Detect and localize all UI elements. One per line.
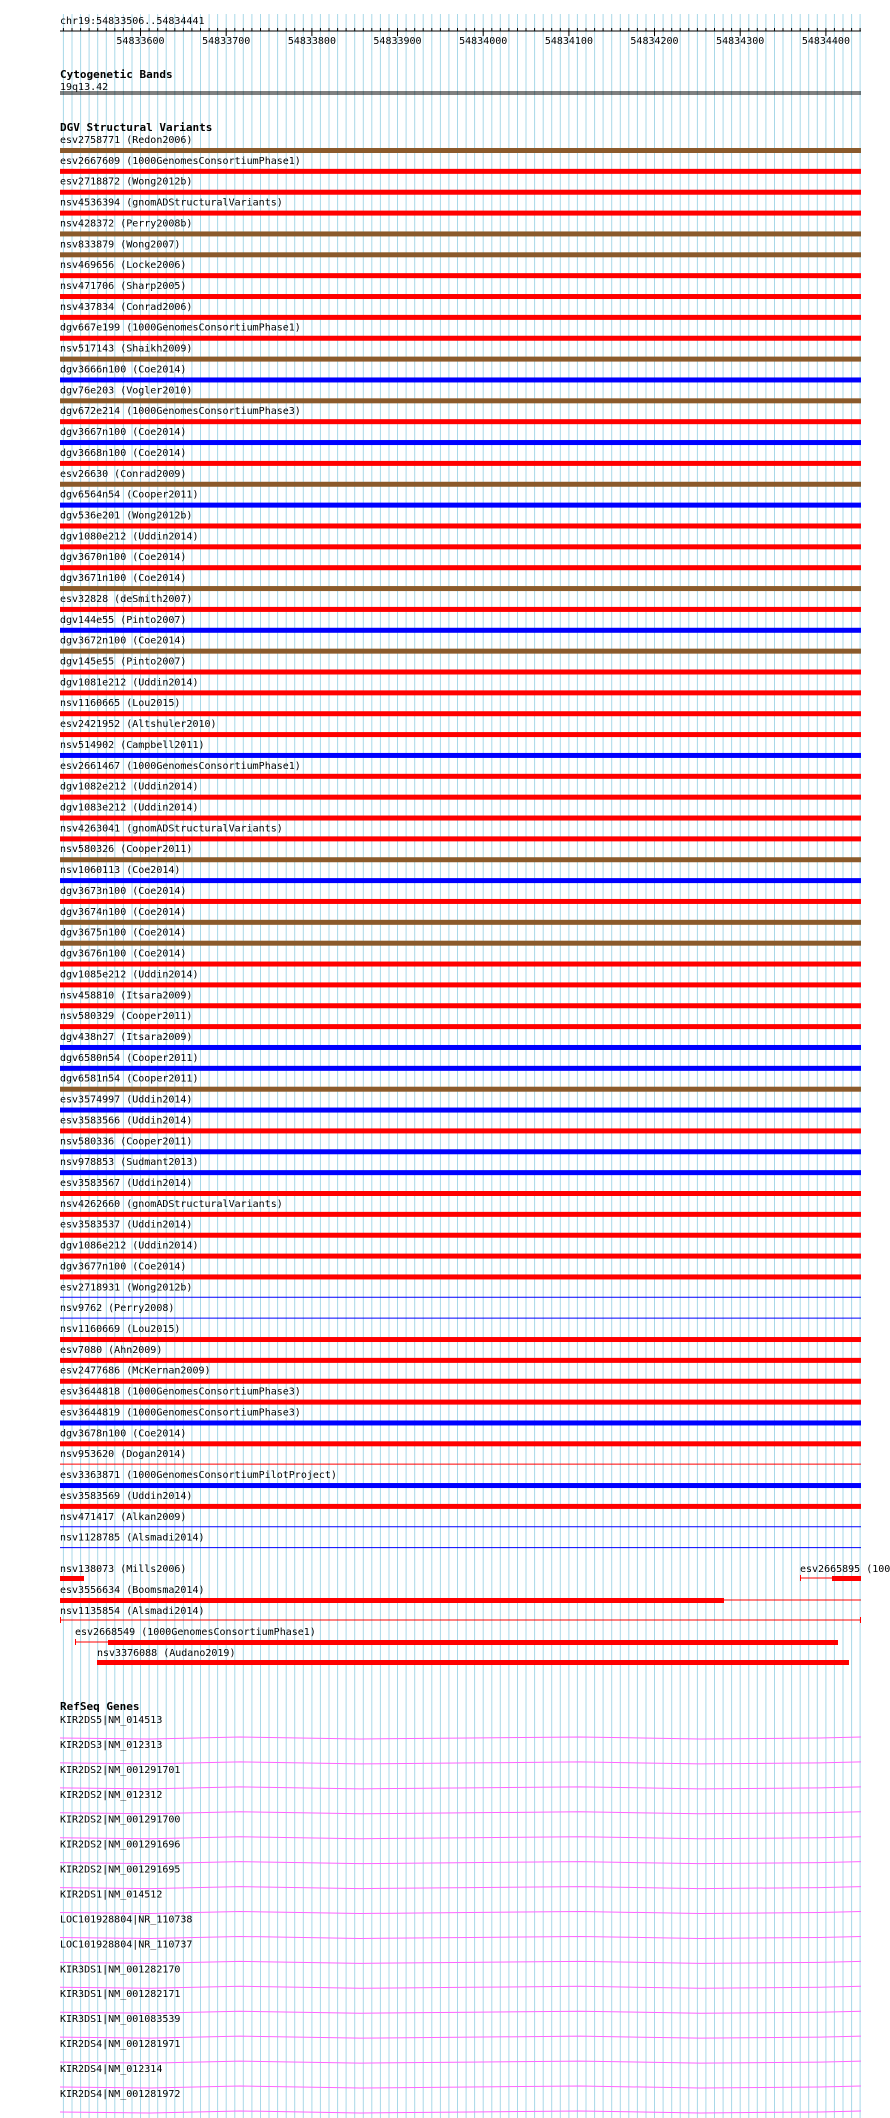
ruler-tick-label: 54833700 (202, 36, 251, 47)
dgv-variant-row[interactable] (60, 969, 861, 987)
dgv-variant-label: dgv3668n100 (Coe2014) (60, 447, 187, 459)
dgv-variant-bar (60, 774, 861, 779)
dgv-variant-label: esv7080 (Ahn2009) (60, 1344, 163, 1356)
dgv-variant-label: nsv4536394 (gnomADStructuralVariants) (60, 197, 283, 209)
dgv-variant-label: nsv978853 (Sudmant2013) (60, 1157, 199, 1169)
dgv-variant-label: esv3556634 (Boomsma2014) (60, 1585, 205, 1596)
dgv-variant-label: nsv471417 (Alkan2009) (60, 1511, 187, 1523)
dgv-variant-bar (60, 190, 861, 195)
dgv-variant-label: dgv3678n100 (Coe2014) (60, 1428, 187, 1440)
dgv-variant-row[interactable] (60, 323, 861, 341)
dgv-variant-bar (60, 211, 861, 216)
dgv-variant-label: dgv3675n100 (Coe2014) (60, 927, 187, 939)
dgv-variant-bar (60, 586, 861, 591)
dgv-variant-label: esv3583569 (Uddin2014) (60, 1490, 193, 1502)
dgv-variant-label: nsv580326 (Cooper2011) (60, 844, 193, 856)
dgv-variant-bar (60, 1212, 861, 1217)
dgv-variant-label: dgv6564n54 (Cooper2011) (60, 489, 199, 501)
dgv-variant-label: dgv145e55 (Pinto2007) (60, 656, 187, 668)
dgv-variant-label: nsv1135854 (Alsmadi2014) (60, 1606, 205, 1617)
dgv-variant-bar (60, 1191, 861, 1196)
dgv-variant-label: esv3363871 (1000GenomesConsortiumPilotProject) (60, 1470, 337, 1482)
dgv-variant-row[interactable] (60, 677, 861, 695)
dgv-variant-bar (60, 1170, 861, 1175)
dgv-variant-label: esv2718872 (Wong2012b) (60, 176, 193, 188)
refseq-gene-line (60, 1936, 861, 1938)
dgv-variant-bar (60, 1045, 861, 1050)
dgv-variant-row[interactable] (60, 239, 861, 257)
dgv-variant-bar (60, 607, 861, 612)
dgv-variant-label: dgv3666n100 (Coe2014) (60, 364, 187, 376)
dgv-variant-label: dgv1080e212 (Uddin2014) (60, 531, 199, 543)
dgv-variant-label: nsv1160665 (Lou2015) (60, 698, 181, 710)
dgv-variant-row[interactable] (60, 1178, 861, 1196)
dgv-variant-bar (60, 753, 861, 758)
refseq-gene-label: KIR2DS2|NM_012312 (60, 1789, 163, 1801)
dgv-variant-row[interactable] (60, 1533, 861, 1548)
dgv-variant-label: esv32828 (deSmith2007) (60, 593, 193, 605)
refseq-gene-line (60, 2061, 861, 2063)
dgv-variant-bar (60, 419, 861, 424)
dgv-variant-row[interactable] (60, 949, 861, 967)
refseq-title: RefSeq Genes (60, 1700, 140, 1713)
refseq-gene-row[interactable] (60, 2039, 861, 2063)
dgv-variant-row[interactable] (60, 573, 861, 591)
refseq-gene-line (60, 1762, 861, 1764)
dgv-variant-row[interactable] (60, 1136, 861, 1154)
refseq-gene-label: KIR2DS4|NM_001281971 (60, 2039, 181, 2051)
dgv-variant-bar (97, 1660, 849, 1665)
dgv-variant-row[interactable] (60, 385, 861, 403)
refseq-gene-line (60, 1862, 861, 1864)
dgv-rows (60, 135, 861, 1548)
dgv-variant-row[interactable] (60, 364, 861, 382)
dgv-variant-row[interactable] (60, 657, 861, 675)
refseq-gene-label: LOC101928804|NR_110737 (60, 1939, 193, 1951)
dgv-variant-bar (60, 461, 861, 466)
dgv-variant-bar (60, 565, 861, 570)
dgv-variant-row[interactable] (60, 1470, 861, 1488)
dgv-variant-label: esv3583566 (Uddin2014) (60, 1115, 193, 1127)
dgv-variant-row[interactable] (60, 218, 861, 236)
refseq-gene-row[interactable] (60, 1865, 861, 1889)
dgv-variant-label: esv2667609 (1000GenomesConsortiumPhase1) (60, 155, 301, 167)
refseq-gene-line (60, 1837, 861, 1839)
dgv-variant-bar (60, 1483, 861, 1488)
refseq-gene-label: KIR3DS1|NM_001083539 (60, 2014, 181, 2026)
cytogenetic-band-label: 19q13.42 (60, 82, 109, 93)
dgv-variant-bar (60, 1379, 861, 1384)
dgv-variant-row[interactable] (60, 1032, 861, 1050)
dgv-variant-label: esv2477686 (McKernan2009) (60, 1365, 211, 1377)
dgv-variant-bar (60, 941, 861, 946)
dgv-variant-row[interactable] (60, 698, 861, 716)
dgv-variant-label: dgv3673n100 (Coe2014) (60, 885, 187, 897)
dgv-variant-row[interactable] (60, 761, 861, 779)
dgv-variant-label: nsv953620 (Dogan2014) (60, 1449, 187, 1461)
dgv-variant-bar (60, 690, 861, 695)
dgv-variant-row[interactable] (60, 615, 861, 633)
dgv-variant-row[interactable] (60, 469, 861, 487)
dgv-variant-label: dgv3667n100 (Coe2014) (60, 427, 187, 439)
dgv-variant-label: esv3583567 (Uddin2014) (60, 1178, 193, 1189)
dgv-variant-row[interactable] (60, 1241, 861, 1259)
dgv-variant-bar (60, 294, 861, 299)
refseq-gene-row[interactable] (60, 1815, 861, 1839)
dgv-variant-row[interactable] (60, 281, 861, 299)
refseq-gene-line (60, 1912, 861, 1914)
dgv-variant-label: nsv458810 (Itsara2009) (60, 990, 193, 1002)
dgv-variant-bar (60, 836, 861, 841)
dgv-variant-label: dgv3676n100 (Coe2014) (60, 948, 187, 960)
dgv-variant-label: dgv3670n100 (Coe2014) (60, 552, 187, 564)
dgv-variant-label: esv3583537 (Uddin2014) (60, 1219, 193, 1231)
dgv-variant-row[interactable] (60, 719, 861, 737)
dgv-variant-row[interactable] (60, 510, 861, 528)
dgv-variant-bar (60, 315, 861, 320)
dgv-variant-bar (60, 503, 861, 508)
dgv-variant-bar (60, 252, 861, 257)
dgv-variant-row[interactable] (60, 823, 861, 841)
dgv-variant-label: nsv514902 (Campbell2011) (60, 739, 205, 751)
refseq-gene-row[interactable] (60, 1740, 861, 1764)
dgv-variant-row[interactable] (60, 1095, 861, 1113)
dgv-variant-bar (60, 231, 861, 236)
dgv-variant-bar (60, 962, 861, 967)
refseq-gene-line (60, 2111, 861, 2113)
dgv-variant-bar (60, 920, 861, 925)
dgv-variant-row[interactable] (60, 406, 861, 424)
dgv-variant-row[interactable] (60, 740, 861, 758)
dgv-variant-row[interactable] (60, 865, 861, 883)
ruler-tick-label: 54833900 (373, 36, 422, 47)
dgv-variant-bar (60, 1576, 84, 1581)
dgv-variant-bar (60, 1358, 861, 1363)
dgv-variant-bar (60, 482, 861, 487)
refseq-gene-label: KIR2DS3|NM_012313 (60, 1739, 163, 1751)
dgv-variant-label: esv3574997 (Uddin2014) (60, 1094, 193, 1106)
dgv-variant-bar (60, 878, 861, 883)
dgv-variant-row[interactable] (60, 552, 861, 570)
refseq-gene-row[interactable] (60, 1939, 861, 1963)
dgv-variant-row[interactable] (60, 490, 861, 508)
dgv-variant-bar (60, 795, 861, 800)
dgv-variant-bar (60, 1254, 861, 1259)
dgv-variant-row[interactable] (97, 1648, 849, 1665)
dgv-variant-bar (60, 1337, 861, 1342)
dgv-variant-row[interactable] (60, 156, 861, 174)
dgv-variant-row[interactable] (60, 1491, 861, 1509)
dgv-variant-row[interactable] (60, 1585, 861, 1603)
dgv-variant-label: nsv4262660 (gnomADStructuralVariants) (60, 1198, 283, 1210)
dgv-variant-bar (60, 1420, 861, 1425)
dgv-variant-label: esv2665895 (100 (800, 1564, 890, 1575)
dgv-variant-label: dgv672e214 (1000GenomesConsortiumPhase3) (60, 406, 301, 418)
refseq-gene-row[interactable] (60, 1890, 861, 1914)
dgv-variant-bar (60, 1598, 724, 1603)
dgv-variant-bar (60, 1066, 861, 1071)
refseq-gene-line (60, 2036, 861, 2038)
dgv-variant-bar (60, 628, 861, 633)
dgv-variant-label: dgv1081e212 (Uddin2014) (60, 677, 199, 689)
refseq-gene-line (60, 1887, 861, 1889)
dgv-variant-label: dgv76e203 (Vogler2010) (60, 385, 193, 397)
ruler-tick-label: 54833800 (287, 36, 336, 47)
dgv-variant-row[interactable] (60, 636, 861, 654)
dgv-variant-label: esv2758771 (Redon2006) (60, 135, 193, 146)
dgv-variant-label: nsv580336 (Cooper2011) (60, 1136, 193, 1148)
dgv-variant-row[interactable] (60, 594, 861, 612)
dgv-variant-row[interactable] (60, 1282, 861, 1297)
dgv-variant-bar (60, 1128, 861, 1133)
dgv-variant-label: dgv536e201 (Wong2012b) (60, 510, 193, 522)
dgv-variant-row[interactable] (60, 448, 861, 466)
dgv-variant-row[interactable] (60, 531, 861, 549)
dgv-variant-label: esv2668549 (1000GenomesConsortiumPhase1) (75, 1627, 316, 1638)
dgv-variant-bar (60, 649, 861, 654)
refseq-gene-label: KIR3DS1|NM_001282171 (60, 1989, 181, 2001)
dgv-variant-row[interactable] (60, 427, 861, 445)
dgv-variant-label: nsv1128785 (Alsmadi2014) (60, 1532, 205, 1544)
dgv-variant-bar (60, 357, 861, 362)
dgv-variant-bar (60, 273, 861, 278)
dgv-variant-bar (60, 982, 861, 987)
refseq-gene-row[interactable] (60, 1914, 861, 1938)
refseq-gene-line (60, 1737, 861, 1739)
dgv-variant-bar (60, 169, 861, 174)
dgv-variant-bar (60, 1441, 861, 1446)
dgv-variant-bar (60, 1087, 861, 1092)
dgv-variant-label: nsv9762 (Perry2008) (60, 1303, 175, 1315)
dgv-variant-bar (60, 857, 861, 862)
dgv-variant-row[interactable] (60, 302, 861, 320)
dgv-variant-bar (60, 899, 861, 904)
ruler-tick-label: 54833600 (116, 36, 165, 47)
dgv-title: DGV Structural Variants (60, 121, 213, 134)
dgv-variant-bar (60, 732, 861, 737)
dgv-variant-bar (60, 148, 861, 153)
dgv-variant-label: esv3644819 (1000GenomesConsortiumPhase3) (60, 1407, 301, 1419)
dgv-variant-label: nsv1060113 (Coe2014) (60, 865, 181, 877)
dgv-variant-row[interactable] (60, 1261, 861, 1279)
dgv-variant-bar (60, 544, 861, 549)
refseq-gene-line (60, 1812, 861, 1814)
dgv-variant-bar (60, 336, 861, 341)
refseq-gene-line (60, 2086, 861, 2088)
dgv-variant-bar (60, 1108, 861, 1113)
dgv-variant-row[interactable] (60, 1115, 861, 1133)
dgv-variant-label: dgv667e199 (1000GenomesConsortiumPhase1) (60, 322, 301, 334)
gene-rows (60, 1715, 861, 2113)
dgv-variant-label: dgv3671n100 (Coe2014) (60, 573, 187, 585)
dgv-variant-label: dgv6580n54 (Cooper2011) (60, 1052, 199, 1064)
dgv-variant-label: dgv3674n100 (Coe2014) (60, 906, 187, 918)
refseq-gene-label: KIR2DS4|NM_012314 (60, 2064, 163, 2076)
dgv-variant-label: nsv428372 (Perry2008b) (60, 218, 193, 230)
dgv-variant-row[interactable] (60, 844, 861, 862)
refseq-gene-row[interactable] (60, 1765, 861, 1789)
dgv-variant-row[interactable] (60, 803, 861, 821)
refseq-gene-label: KIR2DS2|NM_001291696 (60, 1839, 181, 1851)
dgv-variant-row[interactable] (60, 1387, 861, 1405)
dgv-variant-label: nsv138073 (Mills2006) (60, 1564, 187, 1575)
dgv-variant-row[interactable] (60, 344, 861, 362)
dgv-variant-row[interactable] (60, 177, 861, 195)
dgv-variant-label: nsv1160669 (Lou2015) (60, 1324, 181, 1336)
dgv-variant-row[interactable] (60, 907, 861, 925)
ruler-tick-label: 54834400 (801, 36, 850, 47)
dgv-variant-label: nsv580329 (Cooper2011) (60, 1011, 193, 1023)
refseq-gene-label: KIR2DS2|NM_001291700 (60, 1814, 181, 1826)
ruler-tick-label: 54834200 (630, 36, 679, 47)
refseq-gene-row[interactable] (60, 1715, 861, 1739)
refseq-gene-label: KIR2DS2|NM_001291695 (60, 1864, 181, 1876)
ruler-tick-label: 54834100 (544, 36, 593, 47)
dgv-variant-bar (60, 1274, 861, 1279)
dgv-variant-row[interactable] (60, 1428, 861, 1446)
dgv-variant-row[interactable] (60, 1199, 861, 1217)
location-label: chr19:54833506..54834441 (60, 16, 205, 27)
dgv-variant-label: nsv469656 (Locke2006) (60, 260, 187, 272)
dgv-variant-row[interactable] (60, 782, 861, 800)
dgv-variant-bar (60, 440, 861, 445)
dgv-variant-label: dgv1082e212 (Uddin2014) (60, 781, 199, 793)
dgv-variant-label: dgv3672n100 (Coe2014) (60, 635, 187, 647)
dgv-variant-bar (60, 816, 861, 821)
dgv-variant-row[interactable] (60, 886, 861, 904)
dgv-variant-row[interactable] (60, 1407, 861, 1425)
dgv-variant-label: nsv4263041 (gnomADStructuralVariants) (60, 823, 283, 835)
ruler-tick-label: 54834000 (459, 36, 508, 47)
dgv-variant-row[interactable] (60, 260, 861, 278)
refseq-gene-label: LOC101928804|NR_110738 (60, 1914, 193, 1926)
dgv-variant-row[interactable] (60, 198, 861, 216)
dgv-variant-row[interactable] (60, 1449, 861, 1464)
dgv-variant-bar (60, 711, 861, 716)
dgv-variant-label: nsv3376088 (Audano2019) (97, 1648, 236, 1659)
dgv-variant-bar (60, 670, 861, 675)
ruler-tick-label: 54834300 (716, 36, 765, 47)
dgv-variant-label: nsv517143 (Shaikh2009) (60, 343, 193, 355)
refseq-track (60, 1700, 861, 2113)
dgv-variant-label: dgv1086e212 (Uddin2014) (60, 1240, 199, 1252)
dgv-variant-label: dgv144e55 (Pinto2007) (60, 614, 187, 626)
dgv-variant-label: dgv1083e212 (Uddin2014) (60, 802, 199, 814)
dgv-variant-bar (60, 1400, 861, 1405)
dgv-variant-bar (60, 1003, 861, 1008)
refseq-gene-row[interactable] (60, 1840, 861, 1864)
dgv-variant-row[interactable] (60, 1303, 861, 1318)
dgv-variant-bar (60, 1149, 861, 1154)
refseq-gene-line (60, 1986, 861, 1988)
dgv-variant-bar (60, 377, 861, 382)
dgv-variant-bar (60, 523, 861, 528)
dgv-variant-bar (108, 1640, 838, 1645)
dgv-variant-label: esv2661467 (1000GenomesConsortiumPhase1) (60, 760, 301, 772)
refseq-gene-label: KIR3DS1|NM_001282170 (60, 1964, 181, 1976)
dgv-variant-label: nsv471706 (Sharp2005) (60, 281, 187, 293)
refseq-gene-line (60, 2011, 861, 2013)
cytogenetic-title: Cytogenetic Bands (60, 68, 173, 81)
dgv-variant-bar (60, 1024, 861, 1029)
dgv-variant-label: esv26630 (Conrad2009) (60, 468, 187, 480)
refseq-gene-row[interactable] (60, 2014, 861, 2038)
ruler-track (60, 16, 861, 47)
dgv-variant-row[interactable] (60, 135, 861, 153)
dgv-variant-row[interactable] (800, 1564, 890, 1581)
dgv-variant-label: dgv1085e212 (Uddin2014) (60, 969, 199, 981)
refseq-gene-row[interactable] (60, 1964, 861, 1988)
dgv-variant-label: nsv833879 (Wong2007) (60, 239, 181, 251)
refseq-gene-row[interactable] (60, 1989, 861, 2013)
dgv-variant-row[interactable] (60, 1606, 861, 1623)
dgv-variant-row[interactable] (60, 1053, 861, 1071)
dgv-variant-row[interactable] (60, 1157, 861, 1175)
dgv-variant-row[interactable] (60, 928, 861, 946)
refseq-gene-line (60, 1787, 861, 1789)
dgv-variant-row[interactable] (60, 990, 861, 1008)
refseq-gene-line (60, 1961, 861, 1963)
dgv-variant-row[interactable] (60, 1345, 861, 1363)
refseq-gene-label: KIR2DS5|NM_014513 (60, 1715, 163, 1726)
cytogenetic-track (60, 68, 861, 94)
dgv-variant-bar (60, 1504, 861, 1509)
dgv-variant-row[interactable] (60, 1011, 861, 1029)
dgv-variant-bar (832, 1576, 861, 1581)
dgv-variant-bar (60, 398, 861, 403)
dgv-variant-label: dgv3677n100 (Coe2014) (60, 1261, 187, 1273)
dgv-variant-label: dgv438n27 (Itsara2009) (60, 1031, 193, 1043)
dgv-variant-row[interactable] (60, 1074, 861, 1092)
dgv-variant-bar (60, 1233, 861, 1238)
refseq-gene-label: KIR2DS4|NM_001281972 (60, 2088, 181, 2100)
refseq-gene-row[interactable] (60, 2064, 861, 2088)
dgv-variant-row[interactable] (60, 1220, 861, 1238)
refseq-gene-row[interactable] (60, 2089, 861, 2113)
dgv-variant-label: esv2421952 (Altshuler2010) (60, 719, 217, 731)
dgv-variant-row[interactable] (60, 1366, 861, 1384)
dgv-variant-label: dgv6581n54 (Cooper2011) (60, 1073, 199, 1085)
refseq-gene-label: KIR2DS2|NM_001291701 (60, 1764, 181, 1776)
refseq-gene-row[interactable] (60, 1790, 861, 1814)
dgv-variant-label: nsv437834 (Conrad2006) (60, 301, 193, 313)
dgv-variant-row[interactable] (60, 1324, 861, 1342)
dgv-variant-row[interactable] (60, 1512, 861, 1527)
dgv-variant-label: esv2718931 (Wong2012b) (60, 1282, 193, 1294)
refseq-gene-label: KIR2DS1|NM_014512 (60, 1889, 163, 1901)
dgv-variant-label: esv3644818 (1000GenomesConsortiumPhase3) (60, 1386, 301, 1398)
